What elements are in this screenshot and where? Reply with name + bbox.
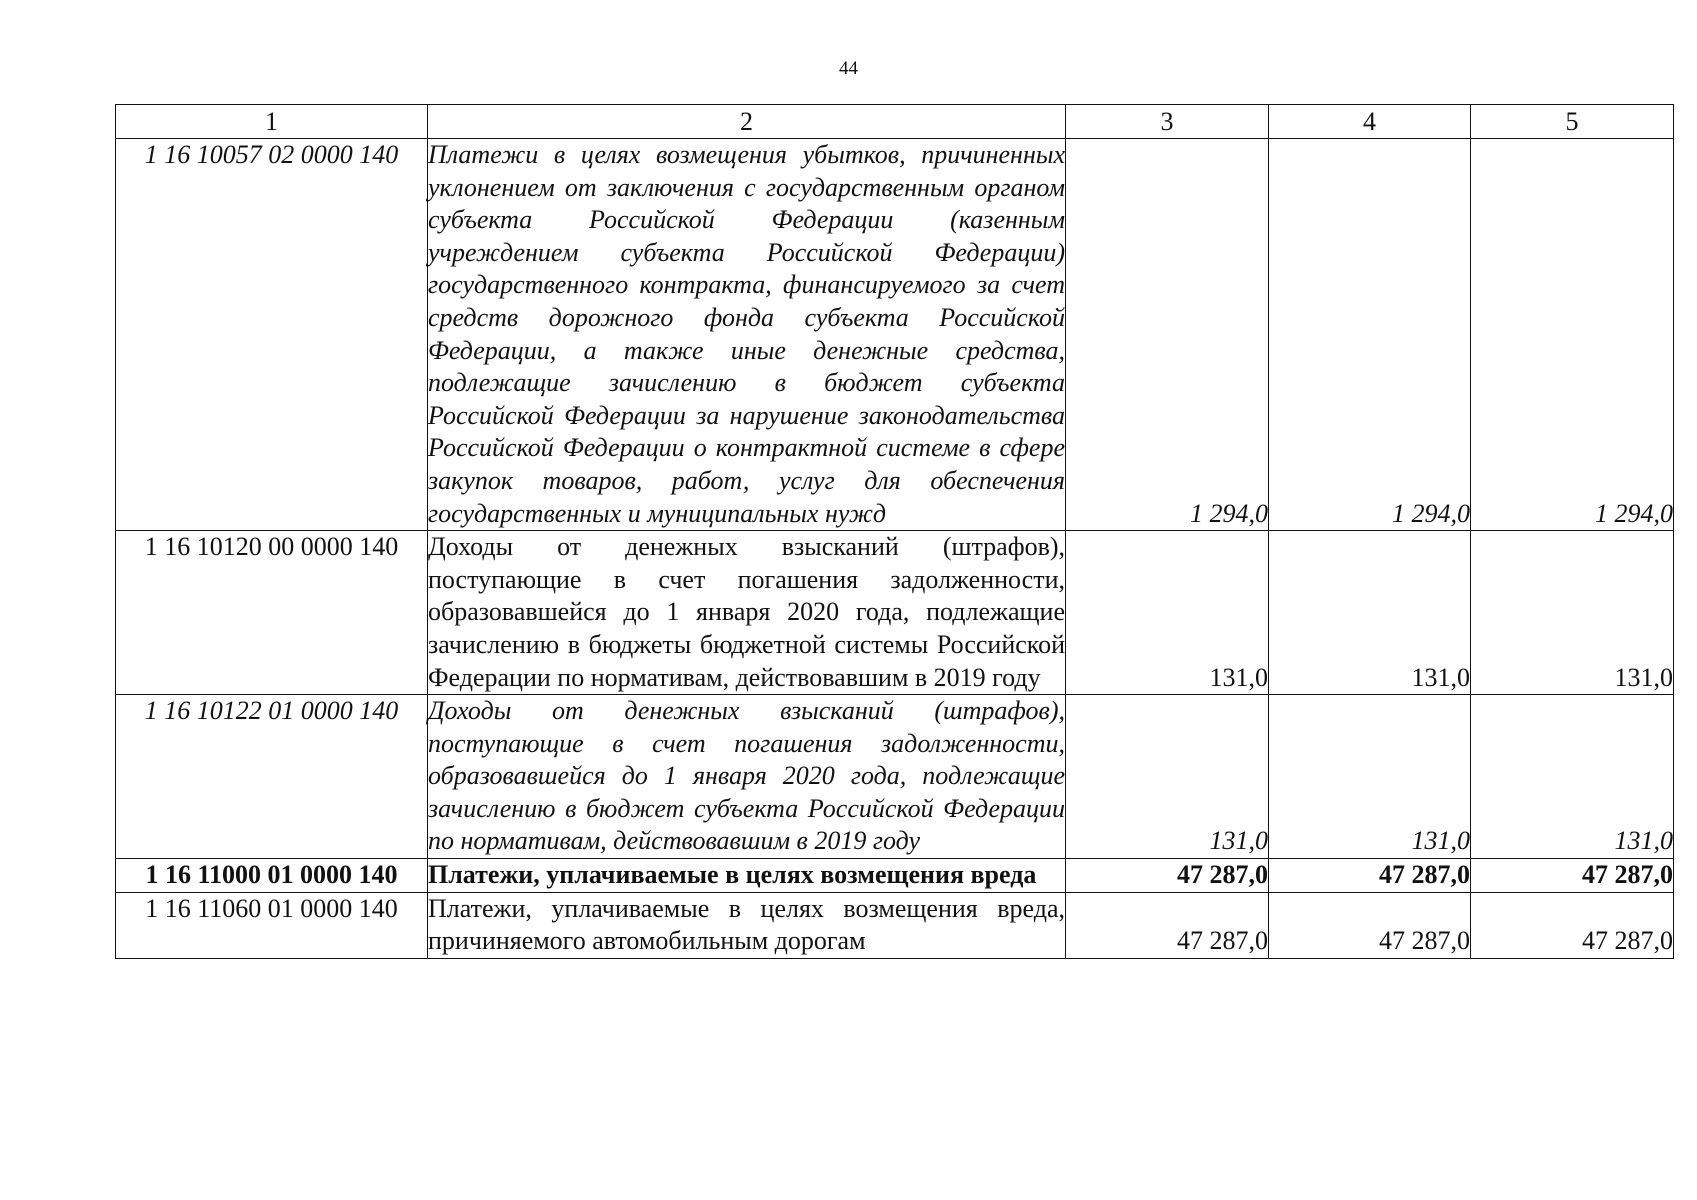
row-code: 1 16 11000 01 0000 140 bbox=[116, 859, 428, 893]
row-code: 1 16 10120 00 0000 140 bbox=[116, 531, 428, 695]
table-row bbox=[116, 695, 1674, 859]
row-value-col5: 1 294,0 bbox=[1471, 139, 1674, 531]
header-col-1: 1 bbox=[116, 105, 428, 139]
row-value-col3: 47 287,0 bbox=[1066, 892, 1269, 958]
row-code: 1 16 11060 01 0000 140 bbox=[116, 892, 428, 958]
header-col-3: 3 bbox=[1066, 105, 1269, 139]
row-value-col3: 131,0 bbox=[1066, 695, 1269, 859]
row-value-col5: 47 287,0 bbox=[1471, 859, 1674, 893]
table-header-row bbox=[116, 105, 1674, 139]
budget-revenue-table bbox=[115, 104, 1674, 959]
row-name: Платежи в целях возмещения убытков, причиненных уклонением от заключения с государственным органом субъекта Российской Федерации (казенным учреждением субъекта Российской Федерации) государственного контракта, финансируемого за счет средств дорожного фонда субъекта Российской Федерации, а также иные денежные средства, подлежащие зачислению в бюджет субъекта Российской Федерации за нарушение законодательства Российской Федерации о контрактной системе в сфере закупок товаров, работ, услуг для обеспечения государственных и муниципальных нужд bbox=[428, 139, 1066, 531]
row-name: Доходы от денежных взысканий (штрафов), поступающие в счет погашения задолженности, образовавшейся до 1 января 2020 года, подлежащие зачислению в бюджеты бюджетной системы Российской Федерации по нормативам, действовавшим в 2019 году bbox=[428, 531, 1066, 695]
table-row bbox=[116, 139, 1674, 531]
row-value-col5: 131,0 bbox=[1471, 531, 1674, 695]
header-col-2: 2 bbox=[428, 105, 1066, 139]
row-value-col3: 47 287,0 bbox=[1066, 859, 1269, 893]
row-code: 1 16 10057 02 0000 140 bbox=[116, 139, 428, 531]
table-row bbox=[116, 892, 1674, 958]
row-value-col4: 131,0 bbox=[1269, 531, 1471, 695]
header-col-5: 5 bbox=[1471, 105, 1674, 139]
row-value-col4: 47 287,0 bbox=[1269, 859, 1471, 893]
header-col-4: 4 bbox=[1269, 105, 1471, 139]
row-name: Платежи, уплачиваемые в целях возмещения вреда, причиняемого автомобильным дорогам bbox=[428, 892, 1066, 958]
row-name: Платежи, уплачиваемые в целях возмещения вреда bbox=[428, 859, 1066, 893]
row-value-col4: 131,0 bbox=[1269, 695, 1471, 859]
row-name: Доходы от денежных взысканий (штрафов), поступающие в счет погашения задолженности, образовавшейся до 1 января 2020 года, подлежащие зачислению в бюджет субъекта Российской Федерации по нормативам, действовавшим в 2019 году bbox=[428, 695, 1066, 859]
row-value-col4: 47 287,0 bbox=[1269, 892, 1471, 958]
table-row bbox=[116, 859, 1674, 893]
page-number: 44 bbox=[839, 58, 858, 79]
row-value-col5: 47 287,0 bbox=[1471, 892, 1674, 958]
row-value-col3: 131,0 bbox=[1066, 531, 1269, 695]
row-code: 1 16 10122 01 0000 140 bbox=[116, 695, 428, 859]
row-value-col3: 1 294,0 bbox=[1066, 139, 1269, 531]
table-row bbox=[116, 531, 1674, 695]
row-value-col5: 131,0 bbox=[1471, 695, 1674, 859]
row-value-col4: 1 294,0 bbox=[1269, 139, 1471, 531]
